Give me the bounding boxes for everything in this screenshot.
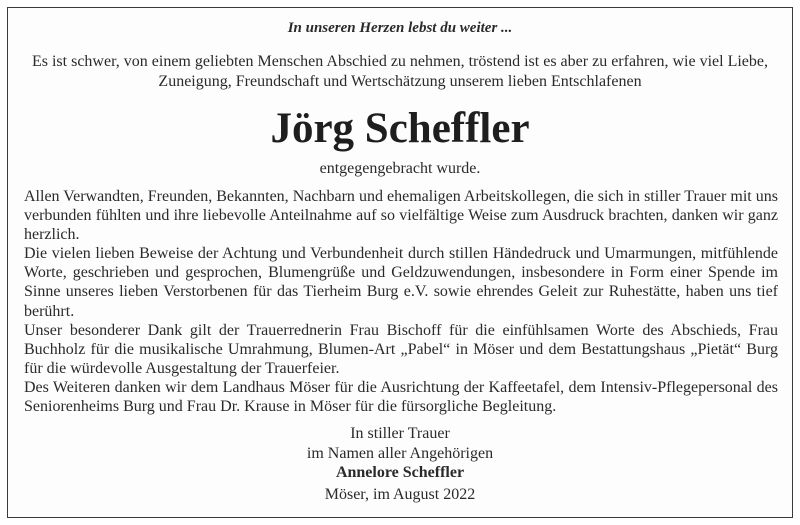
headline: In unseren Herzen lebst du weiter ... xyxy=(287,20,513,36)
intro-text: Es ist schwer, von einem geliebten Menschen Abschied zu nehmen, tröstend ist es aber zu erfahren, wie viel Liebe, Zuneigung, Freundschaft und Wertschätzung unserem lieben Entschlafenen xyxy=(31,53,768,90)
thanks-paragraph-gestures: Die vielen lieben Beweise der Achtung und Verbundenheit durch stillen Händedruck und Umarmungen, mitfühlende Worte, geschrieben und gesprochen, Blumengrüße und Geldzuwendungen, insbesondere in Form einer Spende im Sinne unseres lieben Verstorbenen für das Tierheim Burg e.V. sowie ehrendes Geleit zur Ruhestätte, haben uns tief berührt. xyxy=(24,245,778,320)
place-date: Möser, im August 2022 xyxy=(324,486,476,503)
after-name-text: entgegengebracht wurde. xyxy=(319,160,481,177)
thanks-body xyxy=(24,187,778,416)
thanks-paragraph-relatives: Allen Verwandten, Freunden, Bekannten, Nachbarn und ehemaligen Arbeitskollegen, die sich in stiller Trauer mit uns verbunden fühlten und ihre liebevolle Anteilnahme auf so vielfältige Weise zum Ausdruck brachten, danken wir ganz herzlich. xyxy=(24,188,778,244)
signer-name: Annelore Scheffler xyxy=(335,464,465,481)
thanks-paragraph-ceremony: Unser besonderer Dank gilt der Trauerrednerin Frau Bischoff für die einfühlsamen Worte des Abschieds, Frau Buchholz für die musikalische Umrahmung, Blumen-Art „Pabel“ in Möser und dem Bestattungshaus „Pietät“ Burg für die würdevolle Ausgestaltung der Trauerfeier. xyxy=(24,321,778,377)
closing-block xyxy=(0,424,800,483)
closing-line-mourning: In stiller Trauer xyxy=(350,425,450,442)
thanks-paragraph-further: Des Weiteren danken wir dem Landhaus Möser für die Ausrichtung der Kaffeetafel, dem Intensiv-Pflegepersonal des Seniorenheims Burg und Frau Dr. Krause in Möser für die fürsorgliche Begleitung. xyxy=(24,378,778,416)
deceased-name: Jörg Scheffler xyxy=(270,105,530,152)
closing-line-relatives: im Namen aller Angehörigen xyxy=(306,444,494,462)
